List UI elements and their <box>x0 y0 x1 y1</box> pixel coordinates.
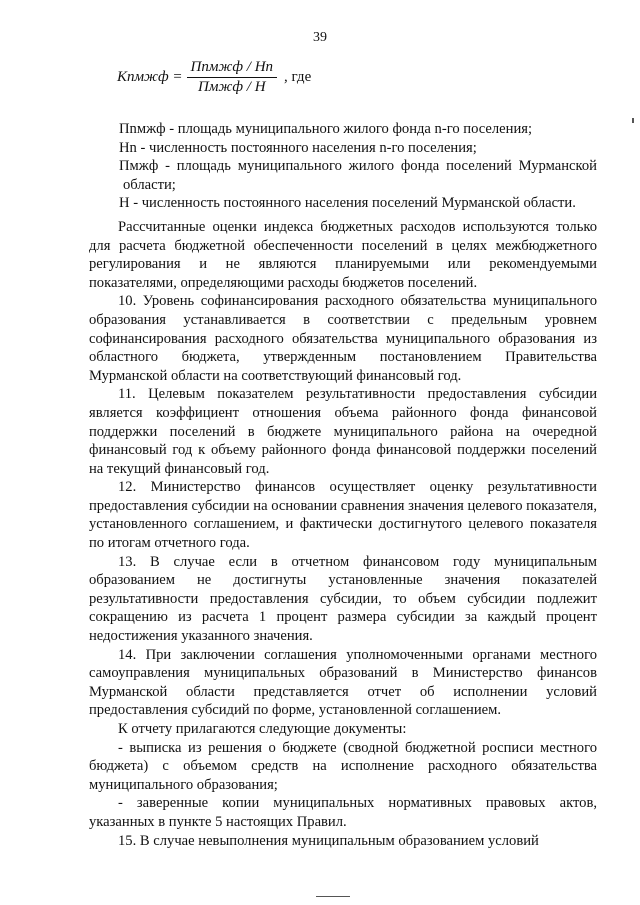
paragraph: К отчету прилагаются следующие документы: <box>118 721 407 737</box>
definition-item: Нn - численность постоянного населения n-го поселения; <box>119 139 477 156</box>
definition-item: Пnмжф - площадь муниципального жилого фонда n-го поселения; <box>119 121 533 137</box>
paragraph: 12. Министерство финансов осуществляет оценку результативности предоставления субсидии на основании сравнения значения целевого показателя, установленного соглашением, и фактически достигнутого целевого показателя по итогам отчетного года. <box>89 479 597 552</box>
paragraph: - выписка из решения о бюджете (сводной бюджетной росписи местного бюджета) с объемом средств на исполнение расходного обязательства муниципального образования; <box>89 739 597 793</box>
paragraph: 11. Целевым показателем результативности предоставления субсидии является коэффициент отношения объема районного фонда финансовой поддержки поселений в бюджете муниципального района на очередной финансовый год к объему районного фонда финансовой поддержки поселений на текущий финансовый год. <box>89 386 597 477</box>
index-formula <box>117 54 311 100</box>
paragraph: 14. При заключении соглашения уполномоченными органами местного самоуправления муниципальных образований в Министерство финансов Мурманской области представляется отчет об исполнении условий предоставления субсидий по форме, установленной соглашением. <box>89 646 597 719</box>
paragraph: Рассчитанные оценки индекса бюджетных расходов используются только для расчета бюджетной обеспеченности поселений в целях межбюджетного регулирования и не являются планируемыми или рекомендуемыми показателями, определяющими расходы бюджетов поселений. <box>89 218 597 291</box>
definition-item: Пмжф - площадь муниципального жилого фонда поселений Мурманской области; <box>119 158 597 193</box>
formula-lhs: Кпмжф = <box>117 68 183 85</box>
scan-mark <box>632 118 634 123</box>
formula-denominator: Пмжф / Н <box>198 78 266 95</box>
paragraph: 13. В случае если в отчетном финансовом году муниципальным образованием не достигнуты установленные значения показателей результативности предоставления субсидии, то объем субсидии подлежит сокращению из расчета 1 процент размера субсидии за каждый процент недостижения указанного значения. <box>89 553 597 645</box>
definition-item: Н - численность постоянного населения поселений Мурманской области. <box>119 195 576 212</box>
scan-mark <box>316 896 350 897</box>
paragraph: - заверенные копии муниципальных нормативных правовых актов, указанных в пункте 5 настоящих Правил. <box>89 795 597 830</box>
formula-tail: , где <box>284 68 312 85</box>
paragraph: 15. В случае невыполнения муниципальным образованием условий <box>118 832 539 849</box>
page-number: 39 <box>313 30 327 45</box>
formula-fraction <box>187 59 278 96</box>
document-body <box>89 120 597 850</box>
formula-numerator: Пnмжф / Нn <box>187 59 278 78</box>
paragraph: 10. Уровень софинансирования расходного обязательства муниципального образования устанавливается в соответствии с предельным уровнем софинансирования расходного обязательства муниципального образования из областного бюджета, утвержденным постановлением Правительства Мурманской области на соответствующий финансовый год. <box>89 293 597 384</box>
